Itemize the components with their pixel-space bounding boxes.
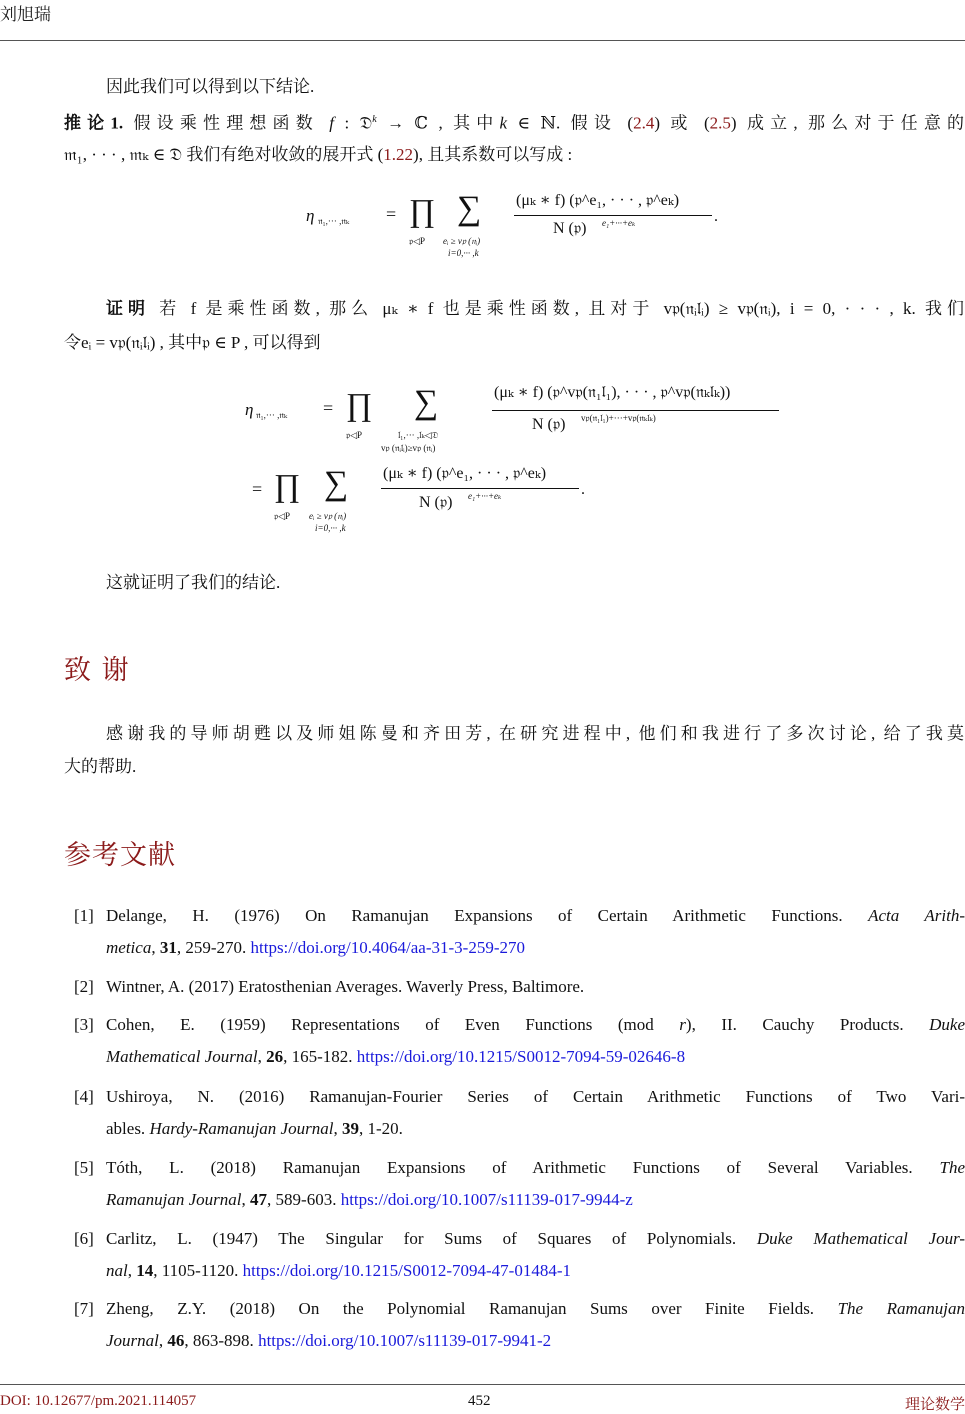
eq1-period: .	[714, 208, 718, 225]
ref-journal: Acta Arith-	[868, 906, 965, 925]
proof-text-1: 若 f 是乘性函数, 那么 μₖ ∗ f 也是乘性函数, 且对于 v𝔭(𝔫ᵢ𝔩ᵢ) ≥ v𝔭(𝔫ᵢ), i = 0, · · · , k. 我们	[150, 299, 964, 318]
eq2-product: ∏	[346, 386, 373, 422]
eq1-lhs-sub: 𝔫₁,··· ,𝔫ₖ	[318, 216, 350, 226]
eq3-period: .	[581, 481, 585, 498]
proof-line-2: 令eᵢ = v𝔭(𝔫ᵢ𝔩ᵢ) , 其中𝔭 ∈ P , 可以得到	[64, 333, 321, 352]
eq3-numerator: (μₖ ∗ f) (𝔭^e₁, · · · , 𝔭^eₖ)	[383, 465, 547, 482]
eq3-denominator: N (𝔭)	[419, 494, 453, 511]
ref-6-line-1	[106, 1229, 965, 1249]
ref-1-doi-link[interactable]: https://doi.org/10.4064/aa-31-3-259-270	[250, 938, 525, 957]
ref-number: [6]	[74, 1229, 94, 1248]
cite-2-5[interactable]: 2.5	[709, 113, 731, 133]
ref-journal-cont: metica	[106, 938, 152, 957]
cite-2-4[interactable]: 2.4	[633, 113, 655, 133]
ref-journal: The Ramanujan	[837, 1299, 965, 1318]
ref-5-line-2: Ramanujan Journal, 47, 589-603. https://doi.org/10.1007/s11139-017-9944-z	[106, 1190, 633, 1209]
ref-volume: 47	[250, 1190, 268, 1209]
ref-5-line-1	[106, 1158, 965, 1178]
ref-3-line-1	[106, 1015, 965, 1035]
eq2-denominator: N (𝔭)	[532, 416, 566, 433]
eq2-lhs: η	[245, 400, 254, 419]
eq3-sum-sub1: eᵢ ≥ v𝔭 (𝔫ᵢ)	[309, 511, 347, 521]
eq2-sum-sub2: v𝔭 (𝔫ᵢ𝔩ᵢ)≥v𝔭 (𝔫ᵢ)	[381, 443, 436, 453]
ref-volume: 14	[136, 1261, 154, 1280]
footer-doi[interactable]: DOI: 10.12677/pm.2021.114057	[0, 1393, 197, 1409]
footer-page-number: 452	[468, 1393, 491, 1409]
eq3-fraction-bar	[381, 488, 579, 489]
ref-journal: Hardy-Ramanujan Journal	[149, 1119, 334, 1138]
eq3-equals: =	[252, 479, 263, 499]
ref-text: Cohen, E. (1959) Representations of Even Functions (mod	[106, 1015, 680, 1034]
eq1-lhs: η	[306, 206, 315, 225]
ack-line-2: 大的帮助.	[64, 757, 137, 776]
corollary-text-2a: 𝔪₁, · · · , 𝔪ₖ ∈ 𝔇 我们有绝对收敛的展开式 (	[64, 145, 384, 164]
eq3-product-sub: 𝔭◁P	[274, 511, 291, 521]
eq1-fraction-bar	[514, 215, 712, 216]
ref-1-line-1	[106, 906, 965, 926]
corollary-label: 推论1.	[64, 113, 124, 133]
corollary-map: : 𝔇	[334, 113, 373, 133]
ref-journal-cont: Ramanujan Journal	[106, 1190, 242, 1209]
ref-text: Delange, H. (1976) On Ramanujan Expansions of Certain Arithmetic Functions.	[106, 906, 869, 925]
conclusion-text: 这就证明了我们的结论.	[106, 573, 281, 592]
eq2-sum: ∑	[414, 384, 439, 421]
footer-journal-name: 理论数学	[904, 1395, 965, 1413]
ref-journal: Duke	[929, 1015, 965, 1034]
eq3-product: ∏	[274, 467, 301, 503]
ref-text-b: ), II. Cauchy Products.	[685, 1015, 930, 1034]
ref-volume: 31	[159, 938, 177, 957]
eq1-den-exp: e₁+···+eₖ	[602, 218, 636, 228]
ack-heading: 致 谢	[64, 655, 130, 686]
ref-7-line-2: Journal, 46, 863-898. https://doi.org/10.1007/s11139-017-9941-2	[106, 1331, 552, 1350]
header-author: 刘旭瑞	[0, 5, 51, 25]
corollary-line-1	[64, 103, 964, 140]
eq3-sum: ∑	[324, 465, 349, 502]
ref-6-line-2: nal, 14, 1105-1120. https://doi.org/10.1215/S0012-7094-47-01484-1	[106, 1261, 571, 1280]
ack-line-1: 感谢我的导师胡甦以及师姐陈曼和齐田芳, 在研究进程中, 他们和我进行了多次讨论, 给了我莫	[106, 724, 964, 743]
corollary-k: k	[372, 114, 377, 125]
eq1-product: ∏	[409, 192, 436, 228]
ref-text: Zheng, Z.Y. (2018) On the Polynomial Ramanujan Sums over Finite Fields.	[106, 1299, 838, 1318]
corollary-text-b: → ℂ , 其中	[376, 113, 500, 133]
ref-journal: Duke Mathematical Jour-	[756, 1229, 965, 1248]
corollary-text-g: ) 成立, 那么对于任意的	[730, 113, 965, 133]
eq3-sum-sub2: i=0,··· ,k	[315, 523, 346, 533]
intro-text: 因此我们可以得到以下结论.	[106, 77, 315, 96]
proof-line-1	[106, 292, 964, 326]
ref-number: [2]	[74, 977, 94, 996]
ref-volume: 26	[266, 1047, 284, 1066]
ref-1-line-2: metica, 31, 259-270. https://doi.org/10.4064/aa-31-3-259-270	[106, 938, 525, 957]
eq2-sum-sub1: 𝔩₁,··· ,𝔩ₖ◁𝔇	[398, 430, 439, 440]
eq1-product-sub: 𝔭◁P	[409, 236, 426, 246]
ref-3-line-2: Mathematical Journal, 26, 165-182. https://doi.org/10.1215/S0012-7094-59-02646-8	[106, 1047, 686, 1066]
ref-7-line-1	[106, 1299, 965, 1319]
ref-number: [4]	[74, 1087, 94, 1106]
eq1-equals: =	[386, 204, 397, 224]
ref-text: Tóth, L. (2018) Ramanujan Expansions of Arithmetic Functions of Several Variables.	[106, 1158, 940, 1177]
header-rule	[0, 40, 965, 41]
ref-5-doi-link[interactable]: https://doi.org/10.1007/s11139-017-9944-z	[340, 1190, 633, 1209]
footer-rule	[0, 1384, 965, 1385]
ref-number: [7]	[74, 1299, 94, 1318]
eq2-den-exp: v𝔭(𝔫₁𝔩₁)+···+v𝔭(𝔫ₖ𝔩ₖ)	[581, 413, 656, 423]
ref-number: [5]	[74, 1158, 94, 1177]
eq2-lhs-sub: 𝔫₁,··· ,𝔫ₖ	[256, 410, 288, 420]
ref-journal-cont: Journal	[106, 1331, 159, 1350]
corollary-text: 假设乘性理想函数	[123, 113, 330, 133]
eq2-equals: =	[323, 398, 334, 418]
eq1-numerator: (μₖ ∗ f) (𝔭^e₁, · · · , 𝔭^eₖ)	[516, 192, 680, 209]
ref-4-line-2: ables. Hardy-Ramanujan Journal, 39, 1-20.	[106, 1119, 403, 1138]
corollary-text-e: ) 或 (	[654, 113, 710, 133]
ref-journal-cont: nal	[106, 1261, 128, 1280]
eq1-sum-sub2: i=0,··· ,k	[448, 248, 479, 258]
ref-4-line-1: Ushiroya, N. (2016) Ramanujan-Fourier Series of Certain Arithmetic Functions of Two Vari-	[106, 1087, 965, 1106]
corollary-text-d: ∈ ℕ. 假设 (	[507, 113, 634, 133]
ref-number: [1]	[74, 906, 94, 925]
eq2-numerator: (μₖ ∗ f) (𝔭^v𝔭(𝔫₁𝔩₁), · · · , 𝔭^v𝔭(𝔫ₖ𝔩ₖ))	[494, 384, 731, 401]
eq1-denominator: N (𝔭)	[553, 220, 587, 237]
proof-label: 证明	[106, 299, 151, 319]
refs-heading: 参考文献	[64, 840, 176, 871]
corollary-f: f	[329, 113, 335, 133]
ref-volume: 39	[341, 1119, 359, 1138]
ref-6-doi-link[interactable]: https://doi.org/10.1215/S0012-7094-47-01484-1	[242, 1261, 571, 1280]
eq2-fraction-bar	[492, 410, 779, 411]
ref-journal: The	[939, 1158, 965, 1177]
ref-2-line-1: Wintner, A. (2017) Eratosthenian Averages. Waverly Press, Baltimore.	[106, 977, 585, 996]
ref-r: r	[679, 1015, 686, 1034]
ref-3-doi-link[interactable]: https://doi.org/10.1215/S0012-7094-59-02646-8	[356, 1047, 686, 1066]
corollary-k2: k	[499, 113, 508, 133]
ref-number: [3]	[74, 1015, 94, 1034]
eq2-product-sub: 𝔭◁P	[346, 430, 363, 440]
ref-text: Carlitz, L. (1947) The Singular for Sums of Squares of Polynomials.	[106, 1229, 757, 1248]
eq3-den-exp: e₁+···+eₖ	[468, 491, 502, 501]
eq1-sum: ∑	[457, 190, 482, 227]
ref-journal-cont: Mathematical Journal	[106, 1047, 258, 1066]
corollary-line-2	[64, 138, 572, 171]
ref-volume: 46	[167, 1331, 185, 1350]
eq1-sum-sub1: eᵢ ≥ v𝔭 (𝔫ᵢ)	[443, 236, 481, 246]
corollary-text-2b: ), 且其系数可以写成 :	[413, 145, 573, 164]
cite-1-22[interactable]: 1.22	[383, 145, 414, 164]
ref-7-doi-link[interactable]: https://doi.org/10.1007/s11139-017-9941-2	[258, 1331, 552, 1350]
